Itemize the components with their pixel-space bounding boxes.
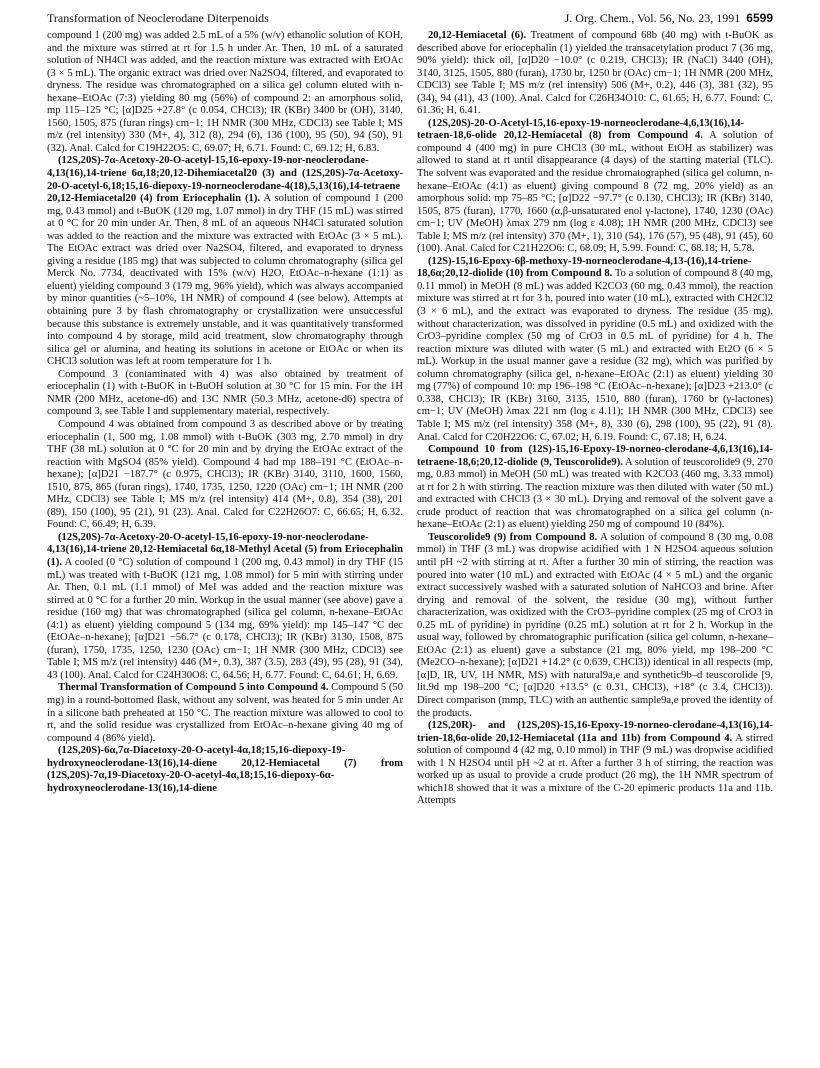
paragraph-text: Compound 4 was obtained from compound 3 as described above or by treating eriocephalin (1, 500 mg, 1.08 mmol) with t-BuOK (303 mg, 2.70 mmol) in dry THF (38 mL) solution at 0 °C for 20 min and by drying the EtOAc extract of the reaction with MgSO4 (85% yield). Compound 4 had mp 188–191 °C (EtOAc–n-hexane); [α]D21 −187.7° (c 0.975, CHCl3); IR (KBr) 3140, 3110, 1600, 1560, 1510, 875, 865 (furan rings), 1740, 1735, 1250, 1220 (OAc) cm−1; 1H NMR (200 MHz, CDCl3) see Table I; MS m/z (rel intensity) 414 (M+, 0.8), 354 (38), 201 (89), 150 (100), 95 (21), 91 (23). Anal. Calcd for C22H26O7: C, 66.65; H, 6.32. Found: C, 66.49; H, 6.39. bbox=[47, 418, 403, 531]
paragraph-text: A solution of compound 4 (400 mg) in pure CHCl3 (30 mL, without EtOH as stabilizer) was allowed to stand at rt until disappearance (4 days) of the starting material (TLC). The solvent was evaporated and the residue chromatographed (silica gel column, n-hexane–EtOAc (4:1) as eluent) giving compound 8 (72 mg, 20% yield) as an amorphous solid: mp 75–85 °C; [α]D22 −97.7° (c 0.130, CHCl3); IR (KBr) 3140, 1505, 875 (furan), 1770, 1660 (α,β-unsaturated enol γ-lactone), 1740, 1230 (OAc) cm−1; UV (MeOH) λmax 279 nm (log ε 4.08); 1H NMR (200 MHz, CDCl3) see Table I; MS m/z (rel intensity) 370 (M+, 1), 310 (54), 176 (57), 95 (48), 91 (45), 60 (100). Anal. Calcd for C21H22O6: C, 68.09; H, 5.99. Found: C, 68.18; H, 5.78. bbox=[417, 130, 773, 255]
right-column bbox=[417, 30, 773, 808]
paragraph bbox=[417, 256, 773, 444]
section-heading: Teuscorolide9 (9) from Compound 8. bbox=[428, 531, 598, 543]
paragraph-text: A cooled (0 °C) solution of compound 1 (200 mg, 0.43 mmol) in dry THF (15 mL) was treated with t-BuOK (121 mg, 1.08 mmol) for 5 min with stirring under Ar. Then, 0.1 mL (1.1 mmol) of MeI was added and the reaction mixture was stirred at 0 °C for a further 20 min. Workup in the usual manner (see above) gave a residue (160 mg) that was chromatographed (silica gel column, n-hexane–EtOAc (4:1) as eluent) yielding compound 5 (134 mg, 69% yield): mp 145–147 °C dec (EtOAc–n-hexane); [α]D21 −56.7° (c 0.178, CHCl3); IR (KBr) 3130, 1508, 875 (furan), 1750, 1735, 1250, 1230 (OAc) cm−1; 1H NMR (300 MHz, CDCl3) see Table I; MS m/z (rel intensity) 446 (M+, 0.3), 387 (3.5), 283 (49), 95 (28), 91 (34), 43 (100). Anal. Calcd for C24H30O8: C, 64.56; H, 6.77. Found: C, 64.61; H, 6.69. bbox=[47, 556, 403, 681]
paragraph bbox=[417, 118, 773, 256]
paragraph bbox=[47, 30, 403, 155]
paragraph-text: compound 1 (200 mg) was added 2.5 mL of a 5% (w/v) ethanolic solution of KOH, and the mixture was stirred at rt for 1.5 h under Ar. Then, 10 mL of a saturated solution of NH4Cl was added, and the reaction mixture was extracted with EtOAc (3 × 5 mL). The organic extract was dried over Na2SO4, filtered, and evaporated to dryness. The residue was chromatographed on a silica gel column eluted with n-hexane–EtOAc (7:3) yielding 80 mg (56%) of compound 2: an amorphous solid, mp 115–125 °C; [α]D25 +27.8° (c 0.054, CHCl3); IR (KBr) 3400 br (OH), 3140, 1560, 1505, 875 (furan rings) cm−1; 1H NMR (300 MHz, CDCl3) see Table I; MS m/z (rel intensity) 330 (M+, 4), 312 (8), 294 (6), 136 (100), 95 (50), 94 (50), 91 (32). Anal. Calcd for C19H22O5: C, 69.07; H, 6.71. Found: C, 69.12; H, 6.83. bbox=[47, 30, 403, 154]
section-heading: Compound 10 from (12S)-15,16-Epoxy-19-norneo-clerodane-4,6,13(16),14-tetraene-18,6;20,12-diolide (9, Teuscorolide9). bbox=[417, 444, 773, 468]
paragraph bbox=[47, 682, 403, 745]
running-title: Transformation of Neoclerodane Diterpenoids bbox=[47, 11, 269, 25]
section-heading: 20,12-Hemiacetal (6). bbox=[428, 30, 527, 41]
section-heading: Thermal Transformation of Compound 5 into Compound 4. bbox=[58, 682, 329, 694]
left-column bbox=[47, 30, 403, 795]
section-heading: (12S,20S)-7α-Acetoxy-20-O-acetyl-15,16-epoxy-19-nor-neoclerodane-4,13(16),14-triene 6α,18;20,12-Dihemiacetal20 (3) and (12S,20S)-7α-Acetoxy-20-O-acetyl-6,18;15,16-diepoxy-19-norneoclerodane-4(18),5,13(16),14-tetraene 20,12-Hemiacetal20 (4) from Eriocephalin (1). bbox=[47, 155, 403, 205]
paragraph bbox=[417, 532, 773, 720]
paragraph bbox=[47, 369, 403, 419]
page-number: 6599 bbox=[746, 11, 773, 25]
paragraph bbox=[47, 155, 403, 368]
paragraph-text: A solution of compound 8 (30 mg, 0.08 mmol) in THF (3 mL) was dropwise acidified with 1 N H2SO4 aqueous solution until pH ~2 with stirring at rt. After a further 30 min of stirring, the reaction was poured into water (10 mL) and extracted with EtOAc (4 × 5 mL) and the organic extract successively washed with a saturated solution of NaHCO3 and brine. After drying and removal of the solvent, the residue (30 mg), without further characterization, was oxidized with the CrO3–pyridine complex (25 mg of CrO3 in 0.25 mL of pyridine) in pyridine (0.25 mL) solution at rt for 2 h. Workup in the usual way, followed by chromatographic purification (silica gel column, n-hexane–EtOAc (2:1) as eluent) gave a substance (21 mg, 80% yield, mp 198–200 °C (Me2CO–n-hexane); [α]D21 +14.2° (c 0.639, CHCl3)) identical in all respects (mp, [α]D, IR, UV, 1H NMR, MS) with natural9a,e and synthetic9b–d teuscorolide [9, lit.9d mp 198–200 °C; [α]D20 +13.5° (c 0.31, CHCl3), +18° (c 3.4, CHCl3)). Direct comparison (mmp, TLC) with an authentic sample9a,e proved the identity of the products. bbox=[417, 531, 773, 719]
running-header bbox=[47, 8, 773, 28]
section-heading: (12S,20S)-20-O-Acetyl-15,16-epoxy-19-norneoclerodane-4,6,13(16),14-tetraen-18,6-olide 20,12-Hemiacetal (8) from Compound 4. bbox=[417, 117, 745, 142]
section-heading: (12S)-15,16-Epoxy-6β-methoxy-19-norneoclerodane-4,13-(16),14-triene-18,6α;20,12-diolide (10) from Compound 8. bbox=[417, 255, 752, 280]
section-heading: (12S,20S)-6α,7α-Diacetoxy-20-O-acetyl-4α,18;15,16-diepoxy-19-hydroxyneoclerodane-13(16),14-diene 20,12-Hemiacetal (7) from (12S,20S)-7α,19-Diacetoxy-20-O-acetyl-4α,18;15,16-diepoxy-6α-hydroxyneoclerodane-13(16),14-diene bbox=[47, 745, 403, 794]
paragraph bbox=[47, 419, 403, 532]
paragraph bbox=[417, 444, 773, 532]
paragraph bbox=[417, 720, 773, 808]
journal-reference: J. Org. Chem., Vol. 56, No. 23, 1991 bbox=[564, 11, 741, 25]
paragraph-text: A stirred solution of compound 4 (42 mg, 0.10 mmol) in THF (9 mL) was dropwise acidified with 1 N H2SO4 until pH ~2 at rt. After a further 3 h of stirring, the reaction was worked up as usual to provide a crude product (26 mg), the 1H NMR spectrum of which18 showed that it was a mixture of the C-20 epimeric products 11a and 11b. Attempts bbox=[417, 732, 773, 807]
paragraph-text: Compound 5 (50 mg) in a round-bottomed flask, without any solvent, was heated for 5 min under Ar in a silicone bath preheated at 150 °C. The reaction mixture was allowed to cool to rt, and the solid residue was crystallized from EtOAc–n-hexane giving 40 mg of compound 4 (86% yield). bbox=[47, 682, 403, 744]
paragraph-text: A solution of teuscorolide9 (9, 270 mg, 0.83 mmol) in MeOH (50 mL) was treated with K2CO3 (460 mg, 3.33 mmol) at rt for 2 h with stirring. The reaction mixture was then diluted with water (50 mL) and extracted with CHCl3 (3 × 30 mL). Drying and removal of the solvent gave a crude product of reaction that was chromatographed on a silica gel column (n-hexane–EtOAc (2:1) as eluent) yielding 250 mg of compound 10 (84%). bbox=[417, 456, 773, 531]
paragraph bbox=[47, 745, 403, 795]
paragraph bbox=[47, 532, 403, 683]
paragraph bbox=[417, 30, 773, 118]
journal-citation bbox=[565, 8, 773, 28]
paragraph-text: Treatment of compound 68b (40 mg) with t-BuOK as described above for eriocephalin (1) yielded the transacetylation product 7 (36 mg, 90% yield): thick oil, [α]D20 −10.0° (c 0.219, CHCl3); IR (NaCl) 3440 (OH), 3140, 3125, 1505, 880 (furan), 1730 br, 1250 br (OAc) cm−1; 1H NMR (200 MHz, CDCl3) see Table I; MS m/z (rel intensity) 506 (M+, 0.2), 446 (3), 381 (32), 95 (34), 94 (41), 43 (100). Anal. Calcd for C26H34O10: C, 61.65; H, 6.77. Found: C, 61.36; H, 6.41. bbox=[417, 30, 773, 117]
paragraph-text: To a solution of compound 8 (40 mg, 0.11 mmol) in MeOH (8 mL) was added K2CO3 (60 mg, 0.43 mmol), the reaction mixture was stirred at rt for 3 h, poured into water (10 mL), extracted with CH2Cl2 (3 × 6 mL), and the extract was evaporated to dryness. The residue (35 mg), without characterization, was dissolved in pyridine (0.5 mL) and oxidized with the CrO3–pyridine complex (50 mg of CrO3 in 0.5 mL of pyridine) for 4 h. The reaction mixture was diluted with water (5 mL) and extracted with Et2O (6 × 5 mL). Workup in the usual manner gave a residue (32 mg), which was purified by column chromatography (silica gel, n-hexane–EtOAc (2:1) as eluent) yielding 30 mg (77%) of compound 10: mp 196–198 °C (EtOAc–n-hexane); [α]D23 +213.0° (c 0.338, CHCl3); IR (KBr) 3160, 3135, 1510, 880 (furan), 1760 br (γ-lactones) cm−1; UV (MeOH) λmax 221 nm (log ε 4.11); 1H NMR (300 MHz, CDCl3) see Table I; MS m/z (rel intensity) 358 (M+, 8), 330 (6), 298 (100), 95 (22), 91 (8). Anal. Calcd for C20H22O6: C, 67.02; H, 6.19. Found: C, 67.18; H, 6.24. bbox=[417, 268, 773, 443]
paragraph-text: Compound 3 (contaminated with 4) was also obtained by treatment of eriocephalin (1) with t-BuOK in t-BuOH solution at 30 °C for 15 min. For the 1H NMR (200 MHz, acetone-d6) and 13C NMR (50.3 MHz, acetone-d6) spectra of compound 3, see Table I and supplementary material, respectively. bbox=[47, 368, 403, 418]
paragraph-text: A solution of compound 1 (200 mg, 0.43 mmol) and t-BuOK (120 mg, 1.07 mmol) in dry THF (15 mL) was stirred at 0 °C for 20 min under Ar. Then, 8 mL of an aqueous NH4Cl saturated solution was added to the reaction and the mixture was extracted with EtOAc (3 × 5 mL). The EtOAc extract was dried over Na2SO4, filtered, and evaporated to dryness giving a residue (185 mg) that was subjected to column chromatography (silica gel Merck No. 7734, deactivated with 15% (w/v) H2O, EtOAc–n-hexane (1:1) as eluent) yielding compound 3 (179 mg, 96% yield), which was always accompanied by minor quantities (~5–10%, 1H NMR) of compound 4 (see below). Attempts at obtaining pure 3 by flash chromatography or crystallization were unsuccessful because this substance is extremely unstable, and it was quantitatively transformed into compound 4 by storage, mild acid treatment, slow chromatography through silica gel or alumina, and heating its solutions in acetone or EtOAc or when its CHCl3 solution was left at room temperature for 1 h. bbox=[47, 193, 403, 368]
section-heading: (12S,20S)-7α-Acetoxy-20-O-acetyl-15,16-epoxy-19-nor-neoclerodane-4,13(16),14-triene 20,12-Hemiacetal 6α,18-Methyl Acetal (5) from Eriocephalin (1). bbox=[47, 531, 403, 568]
section-heading: (12S,20R)- and (12S,20S)-15,16-Epoxy-19-norneo-clerodane-4,13(16),14-trien-18,6α-olide 20,12-Hemiacetal (11a and 11b) from Compound 4. bbox=[417, 720, 773, 744]
